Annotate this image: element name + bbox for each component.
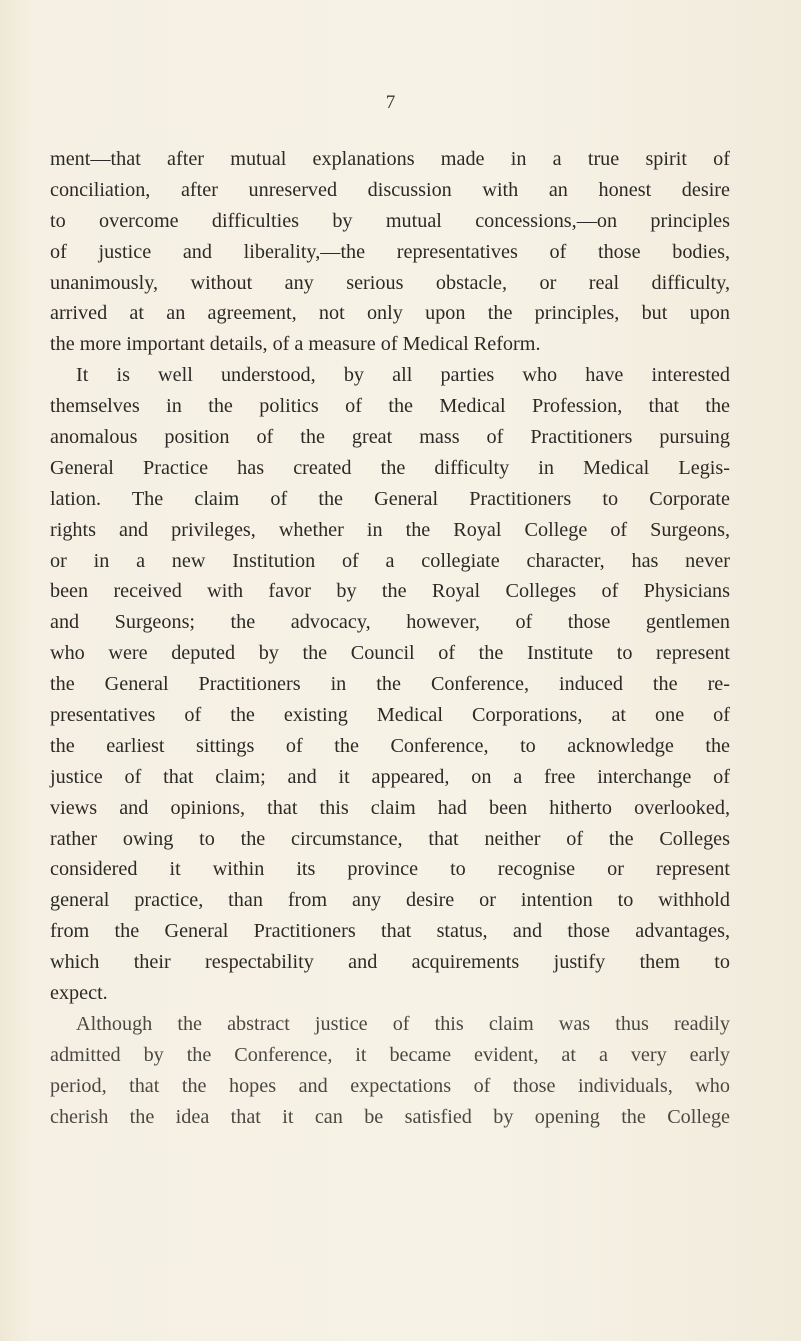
text-line: presentatives of the existing Medical Corporations, at one of — [50, 704, 730, 727]
text-line: which their respectability and acquirements justify them to — [50, 951, 730, 974]
text-line: to overcome difficulties by mutual concessions,—on principles — [50, 209, 730, 232]
text-line: the earliest sittings of the Conference, to acknowledge the — [50, 734, 730, 757]
page-number: 7 — [385, 92, 396, 113]
text-line: who were deputed by the Council of the Institute to represent — [50, 642, 730, 665]
text-line: lation. The claim of the General Practitioners to Corporate — [50, 487, 730, 510]
text-line: general practice, than from any desire or intention to withhold — [50, 889, 730, 912]
text-line: considered it within its province to recognise or represent — [50, 858, 730, 881]
text-line: rather owing to the circumstance, that neither of the Colleges — [50, 827, 730, 850]
text-line: the General Practitioners in the Conference, induced the re- — [50, 673, 730, 696]
text-line: General Practice has created the difficulty in Medical Legis- — [50, 456, 730, 479]
text-line: arrived at an agreement, not only upon the principles, but upon — [50, 302, 730, 325]
text-line: admitted by the Conference, it became evident, at a very early — [50, 1043, 730, 1066]
body-text — [50, 144, 730, 1133]
text-line: been received with favor by the Royal Colleges of Physicians — [50, 580, 730, 603]
text-line: period, that the hopes and expectations of those individuals, who — [50, 1074, 730, 1097]
text-line: of justice and liberality,—the representatives of those bodies, — [50, 240, 730, 263]
text-line: from the General Practitioners that status, and those advantages, — [50, 920, 730, 943]
text-line: conciliation, after unreserved discussion with an honest desire — [50, 178, 730, 201]
text-line: or in a new Institution of a collegiate character, has never — [50, 549, 730, 572]
text-line: unanimously, without any serious obstacle, or real difficulty, — [50, 271, 730, 294]
text-line: Although the abstract justice of this claim was thus readily — [76, 1012, 730, 1035]
text-line: cherish the idea that it can be satisfied by opening the College — [50, 1105, 730, 1128]
text-line: anomalous position of the great mass of Practitioners pursuing — [50, 426, 730, 449]
text-line: ment—that after mutual explanations made in a true spirit of — [50, 148, 730, 170]
text-line: the more important details, of a measure of Medical Reform. — [50, 333, 541, 356]
text-line: expect. — [50, 982, 108, 1005]
text-line: views and opinions, that this claim had been hitherto overlooked, — [50, 796, 730, 819]
text-line: themselves in the politics of the Medical Profession, that the — [50, 395, 730, 418]
text-line: and Surgeons; the advocacy, however, of those gentlemen — [50, 611, 730, 634]
text-line: justice of that claim; and it appeared, on a free interchange of — [50, 765, 730, 788]
text-line: It is well understood, by all parties who have interested — [76, 364, 730, 387]
text-line: rights and privileges, whether in the Royal College of Surgeons, — [50, 518, 730, 541]
